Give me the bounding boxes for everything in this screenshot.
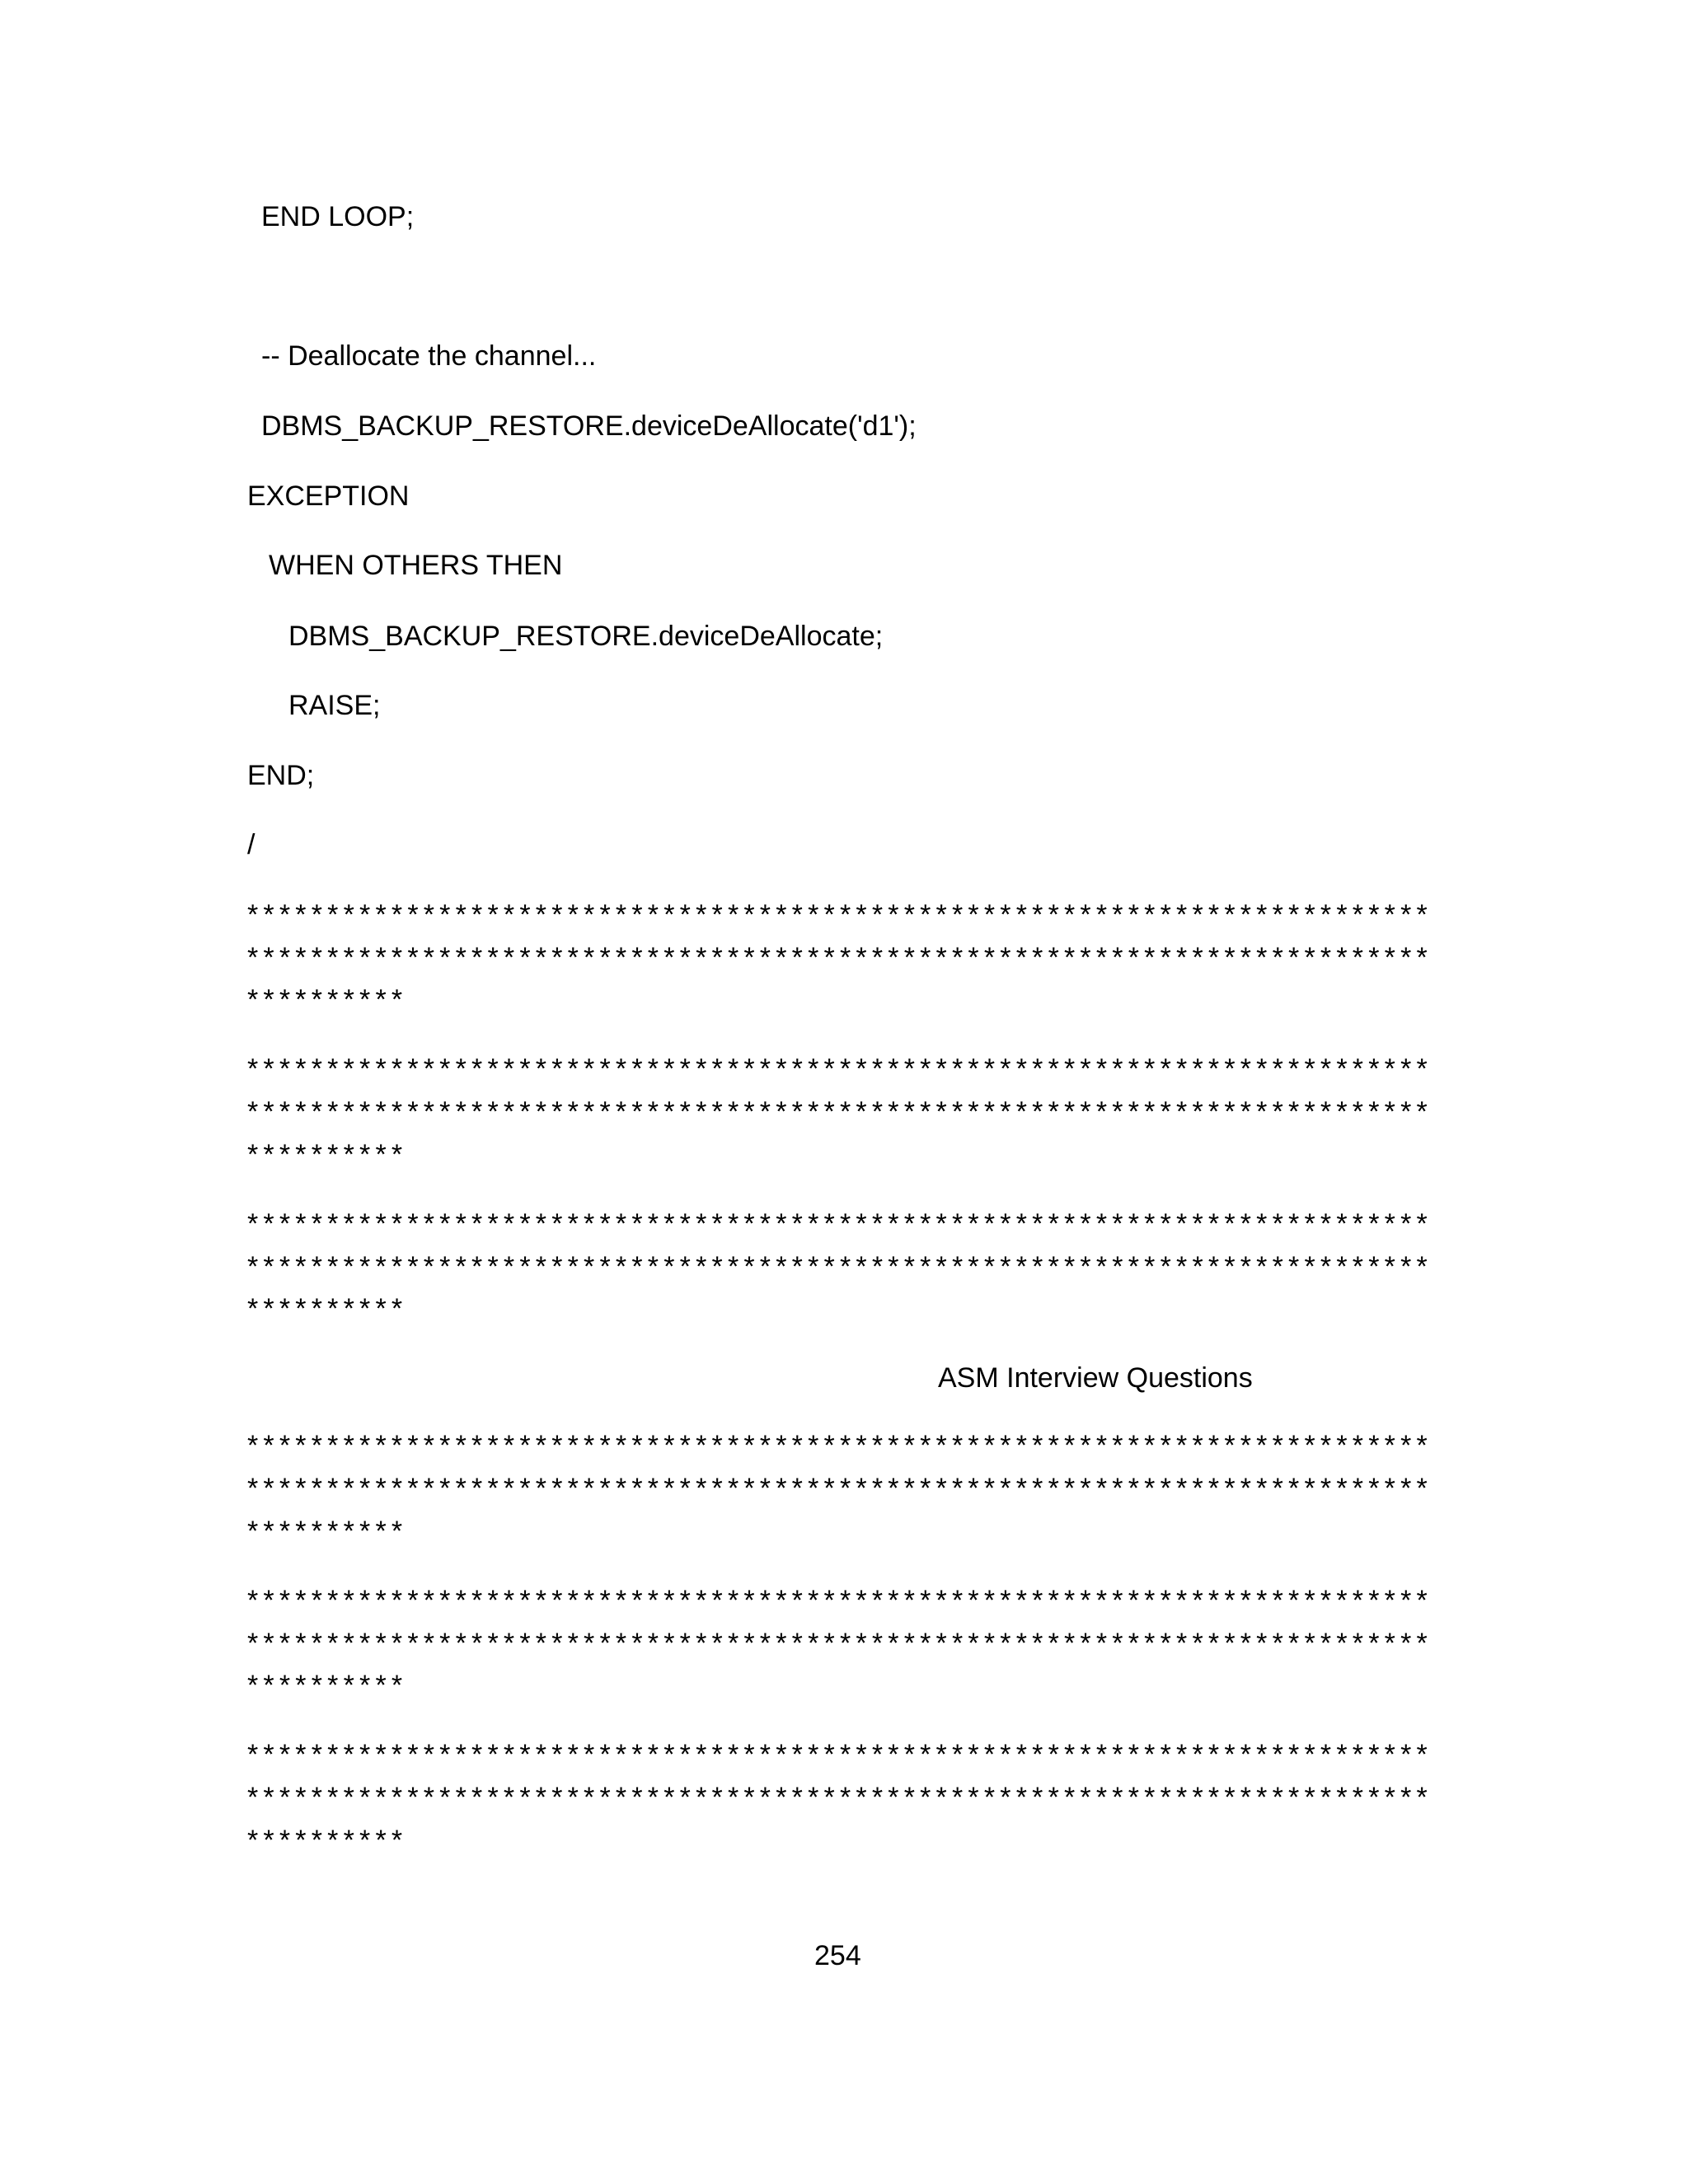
code-line-raise: RAISE; <box>288 690 381 721</box>
code-line-exception: EXCEPTION <box>247 480 410 512</box>
code-line-end-loop: END LOOP; <box>261 201 415 232</box>
separator-row-short: ********** <box>247 984 408 1015</box>
separator-row-short: ********** <box>247 1670 408 1701</box>
code-line-when-others: WHEN OTHERS THEN <box>269 550 563 581</box>
page-number: 254 <box>814 1940 861 1971</box>
separator-row: ************************************************************************** <box>247 1053 1432 1085</box>
section-heading: ASM Interview Questions <box>938 1362 1253 1394</box>
separator-row: ************************************************************************** <box>247 1473 1432 1504</box>
separator-row: ************************************************************************** <box>247 1739 1432 1770</box>
separator-row: ************************************************************************** <box>247 899 1432 930</box>
separator-row: ************************************************************************** <box>247 1782 1432 1813</box>
separator-row-short: ********** <box>247 1516 408 1547</box>
separator-row: ************************************************************************** <box>247 1430 1432 1461</box>
code-line-dealloc-d1: DBMS_BACKUP_RESTORE.deviceDeAllocate('d1'); <box>261 410 917 442</box>
separator-row: ************************************************************************** <box>247 1585 1432 1616</box>
separator-row-short: ********** <box>247 1293 408 1324</box>
separator-row-short: ********** <box>247 1139 408 1170</box>
separator-row: ************************************************************************** <box>247 1208 1432 1240</box>
separator-row-short: ********** <box>247 1825 408 1856</box>
code-line-end: END; <box>247 760 315 791</box>
separator-row: ************************************************************************** <box>247 1096 1432 1127</box>
separator-row: ************************************************************************** <box>247 1628 1432 1659</box>
code-comment-deallocate: -- Deallocate the channel... <box>261 340 597 372</box>
code-line-slash: / <box>247 829 256 860</box>
code-line-dealloc-all: DBMS_BACKUP_RESTORE.deviceDeAllocate; <box>288 621 884 652</box>
separator-row: ************************************************************************** <box>247 942 1432 973</box>
separator-row: ************************************************************************** <box>247 1251 1432 1282</box>
